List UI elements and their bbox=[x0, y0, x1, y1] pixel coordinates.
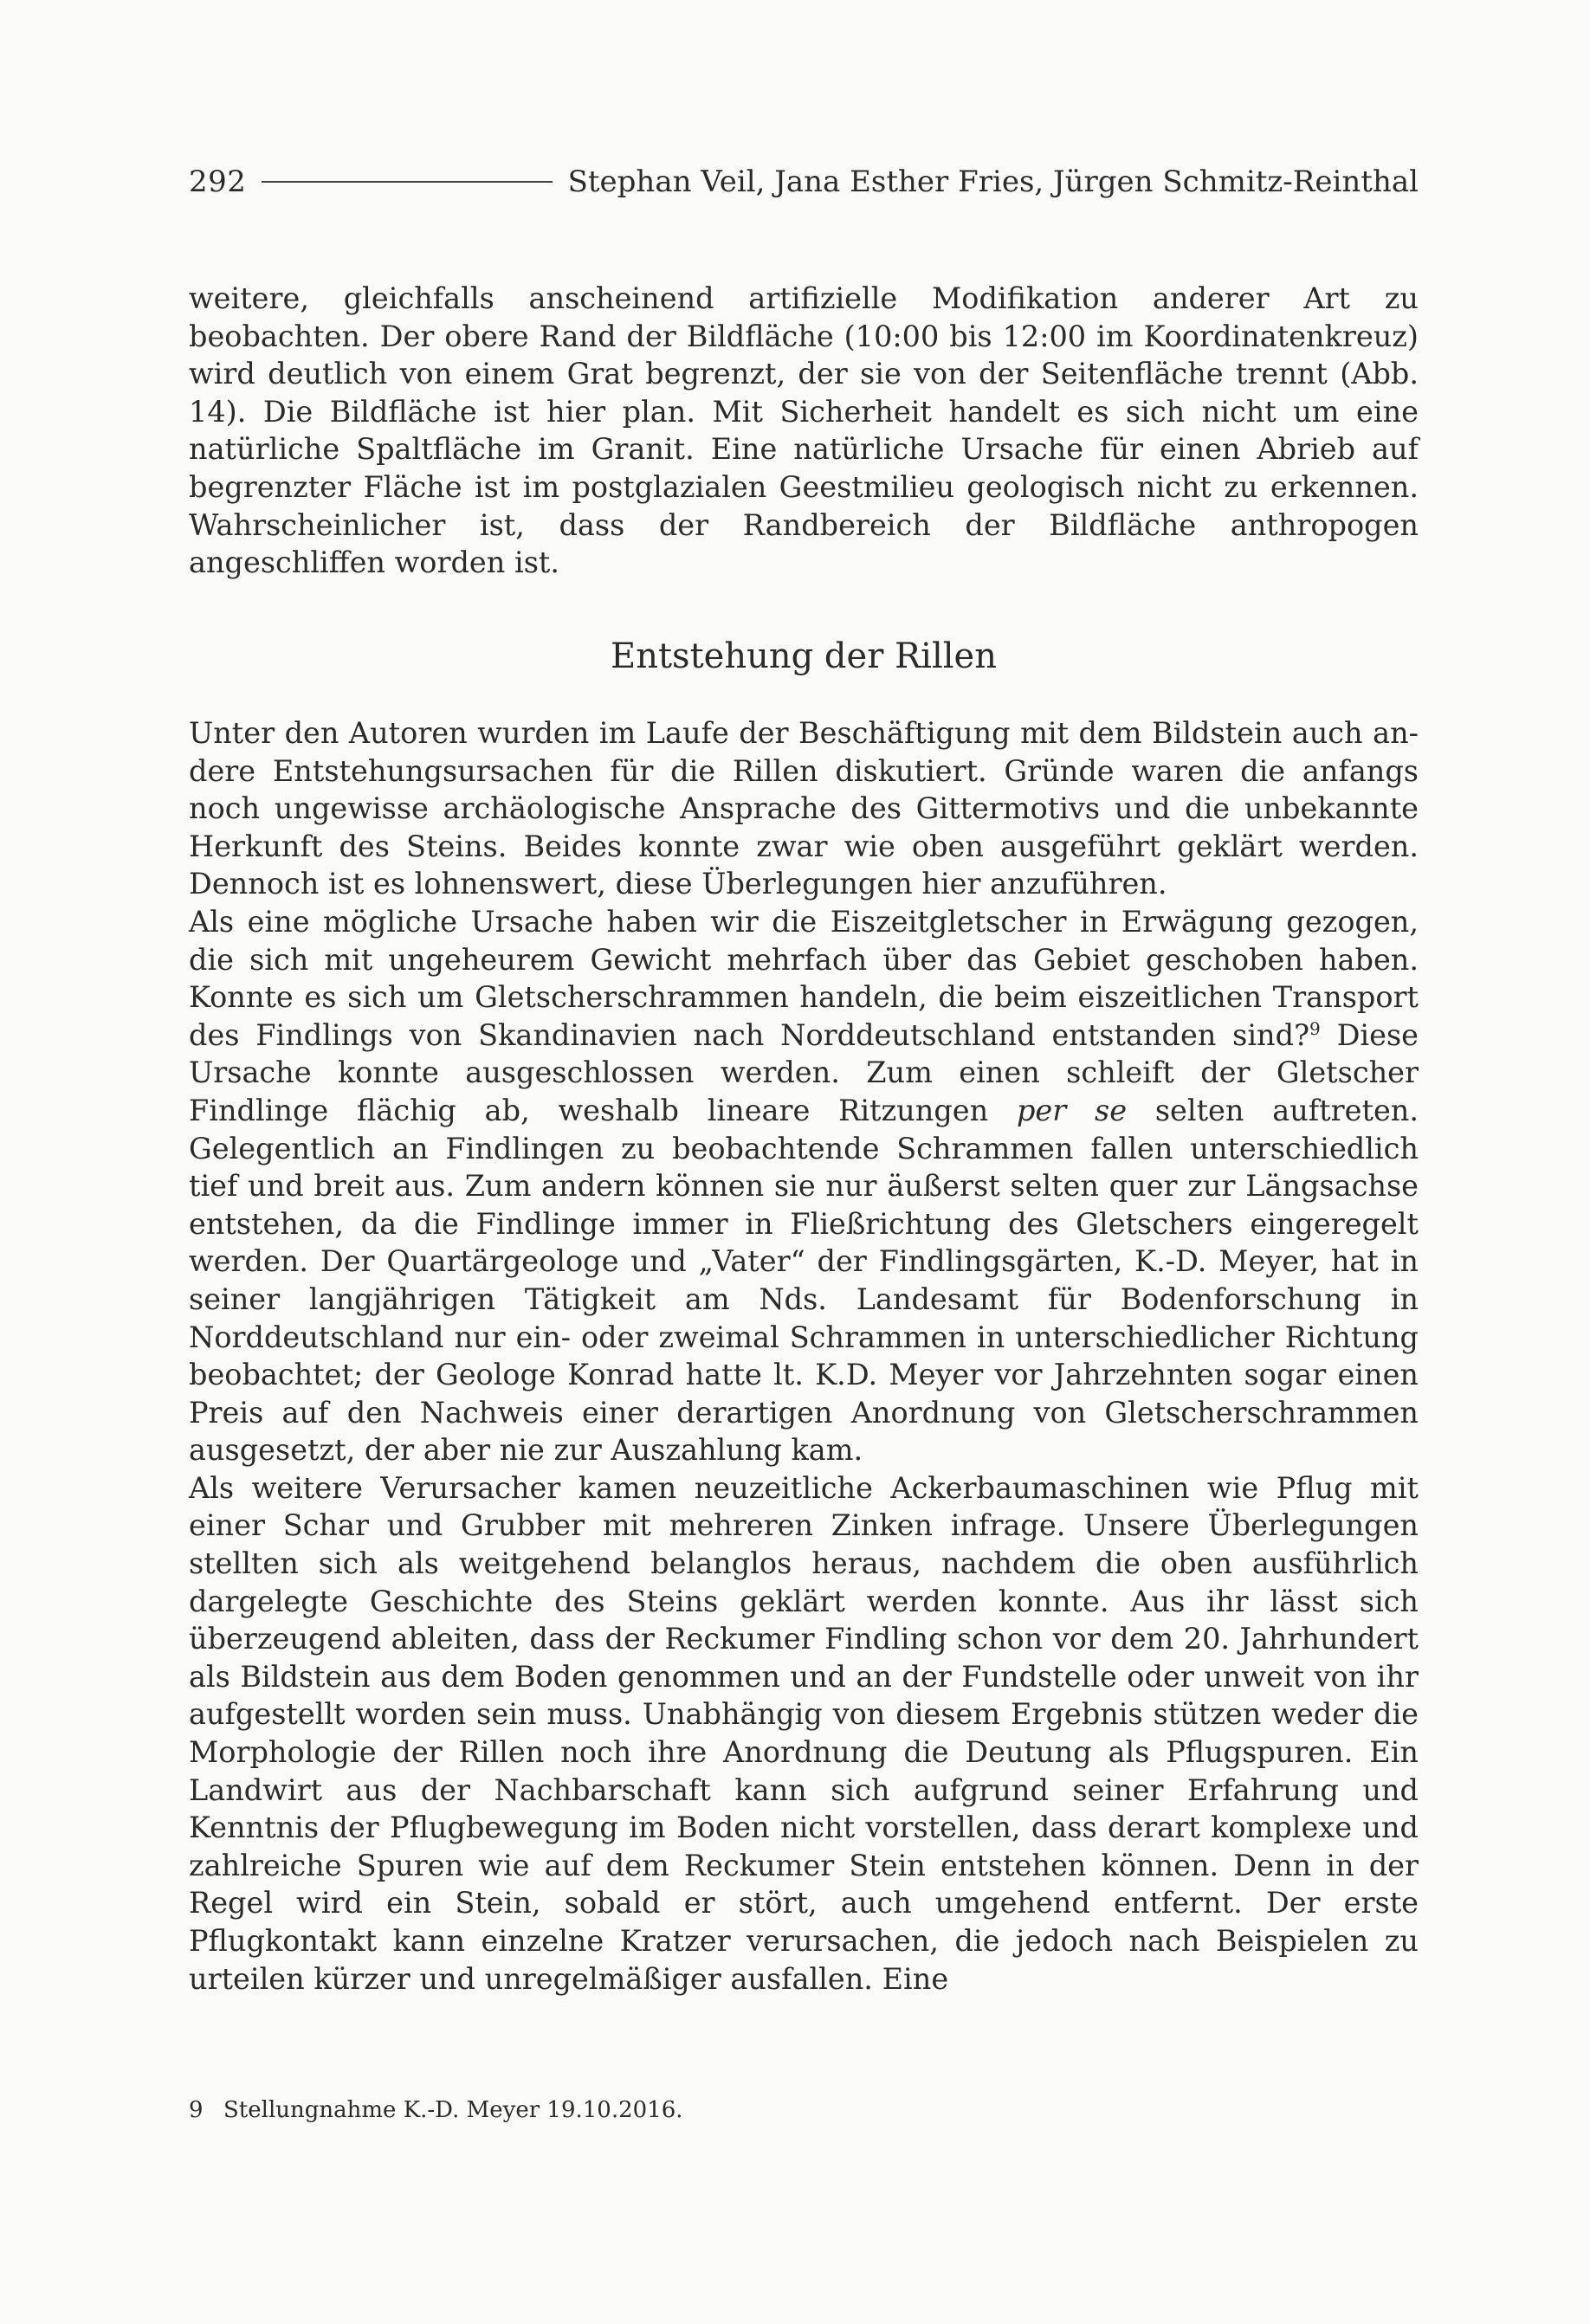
section-heading: Entstehung der Rillen bbox=[611, 636, 997, 676]
footnote bbox=[189, 2095, 1419, 2125]
section-paragraph-2 bbox=[189, 903, 1419, 1469]
paragraph-2-italic: per se bbox=[1016, 1093, 1128, 1127]
footnote-reference[interactable]: 9 bbox=[1309, 1017, 1321, 1039]
section-paragraph-1: Unter den Autoren wurden im Laufe der Beschäftigung mit dem Bildstein auch andere Entstehungsursachen für die Rillen diskutiert. Gründe waren die anfangs noch ungewisse archäologische Ansprache des Gittermotivs und die unbekannte Herkunft des Steins. Beides konnte zwar wie oben ausgeführt geklärt werden. Dennoch ist es lohnenswert, diese Überlegungen hier anzuführen. bbox=[189, 716, 1419, 901]
paragraph-2-part-b: Diese Ursache konnte ausgeschlossen werden. Zum einen schleift der Gletscher Findlinge flächig ab, weshalb lineare Ritzungen bbox=[189, 1017, 1419, 1127]
header-rule bbox=[262, 181, 552, 183]
running-header bbox=[189, 165, 1419, 216]
section-paragraph-3: Als weitere Verursacher kamen neuzeitliche Ackerbaumaschinen wie Pflug mit einer Schar und Grubber mit mehreren Zinken infrage. Unsere Überlegungen stellten sich als weitgehend belanglos heraus, nachdem die oben ausführlich dargelegte Geschichte des Steins geklärt werden konnte. Aus ihr lässt sich überzeugend ableiten, dass der Reckumer Findling schon vor dem 20. Jahrhundert als Bildstein aus dem Boden genommen und an der Fundstelle oder unweit von ihr aufgestellt worden sein muss. Unabhängig von diesem Ergebnis stützen weder die Morphologie der Rillen noch ihre Anordnung die Deutung als Pflugspuren. Ein Landwirt aus der Nachbarschaft kann sich aufgrund seiner Erfahrung und Kenntnis der Pflugbewegung im Boden nicht vorstellen, dass derart komplexe und zahlreiche Spuren wie auf dem Reckumer Stein entstehen können. Denn in der Regel wird ein Stein, sobald er stört, auch umgehend entfernt. Der erste Pflugkontakt kann einzelne Kratzer verursachen, die jedoch nach Beispielen zu urteilen kürzer und unregelmäßiger ausfallen. Eine bbox=[189, 1470, 1419, 1996]
page-number: 292 bbox=[189, 165, 247, 199]
paragraph-2-part-c: selten auftreten. Gelegentlich an Findlingen zu beobachtende Schrammen fallen unterschiedlich tief und breit aus. Zum andern können sie nur äußerst selten quer zur Längsachse entstehen, da die Findlinge immer in Fließrichtung des Gletschers eingeregelt werden. Der Quartärgeologe und „Vater“ der Findlingsgärten, K.-D. Meyer, hat in seiner langjährigen Tätigkeit am Nds. Landesamt für Bodenforschung in Norddeutschland nur ein- oder zweimal Schrammen in unterschiedlicher Richtung beobachtet; der Geologe Konrad hatte lt. K.D. Meyer vor Jahrzehnten sogar einen Preis auf den Nachweis einer derartigen Anordnung von Gletscherschrammen ausgesetzt, der aber nie zur Auszahlung kam. bbox=[189, 1093, 1419, 1468]
intro-paragraph: weitere, gleichfalls anscheinend artifizielle Modifikation anderer Art zu beobachten. Der obere Rand der Bildfläche (10:00 bis 12:00 im Koordinatenkreuz) wird deutlich von einem Grat begrenzt, der sie von der Seitenfläche trennt (Abb. 14). Die Bildfläche ist hier plan. Mit Sicherheit handelt es sich nicht um eine natürliche Spaltfläche im Granit. Eine natürliche Ursache für einen Abrieb auf begrenzter Fläche ist im postglazialen Geestmilieu geologisch nicht zu erkennen. Wahrscheinlicher ist, dass der Randbereich der Bildfläche anthropogen angeschliffen worden ist. bbox=[189, 281, 1419, 580]
footnote-number: 9 bbox=[189, 2097, 204, 2123]
footnote-text: Stellungnahme K.-D. Meyer 19.10.2016. bbox=[223, 2097, 683, 2123]
section-body bbox=[189, 714, 1419, 1998]
header-authors: Stephan Veil, Jana Esther Fries, Jürgen Schmitz-Reinthal bbox=[567, 165, 1419, 199]
paragraph-2-part-a: Als eine mögliche Ursache haben wir die Eiszeitgletscher in Erwägung gezogen, die sich mit ungeheurem Gewicht mehrfach über das Gebiet geschoben haben. Konnte es sich um Gletscherschrammen handeln, die beim eiszeitlichen Transport des Findlings von Skandinavien nach Norddeutschland entstanden sind? bbox=[189, 904, 1419, 1052]
